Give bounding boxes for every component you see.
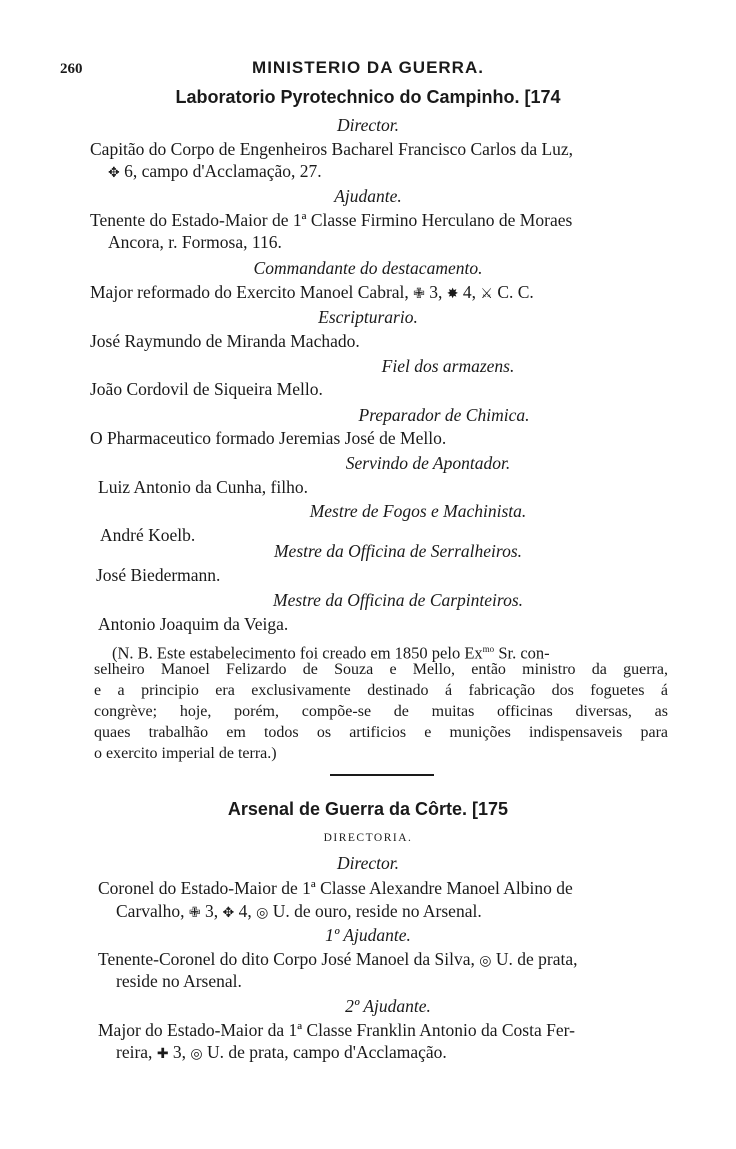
apontador-heading: Servindo de Apontador. (345, 453, 511, 473)
order-rose-icon: ✥ (108, 165, 120, 181)
apontador-name: Luiz Antonio da Cunha, filho. (98, 477, 308, 497)
carpinteiros-name: Antonio Joaquim da Veiga. (98, 614, 289, 634)
arsenal-director-line: Carvalho, ✙ 3, ✥ 4, ◎ U. de ouro, reside no Arsenal. (116, 901, 482, 921)
ajudante2-line: Major do Estado-Maior da 1ª Classe Franklin Antonio da Costa Fer- (98, 1020, 575, 1040)
section-divider (330, 774, 434, 776)
medal-icon: ◎ (479, 953, 492, 969)
ajudante1-line: Tenente-Coronel do dito Corpo José Manoel da Silva, ◎ U. de prata, (98, 949, 578, 969)
director-entry-line: ✥ 6, campo d'Acclamação, 27. (108, 161, 322, 181)
note-line: selheiro Manoel Felizardo de Souza e Mello, então ministro da guerra, (94, 661, 668, 678)
serralheiros-heading: Mestre da Officina de Serralheiros. (273, 541, 523, 561)
ajudante-heading: Ajudante. (334, 186, 402, 206)
preparador-name: O Pharmaceutico formado Jeremias José de Mello. (90, 428, 447, 448)
preparador-heading: Preparador de Chimica. (358, 405, 530, 425)
ajudante2-heading: 2º Ajudante. (345, 996, 431, 1016)
fiel-name: João Cordovil de Siqueira Mello. (90, 379, 323, 399)
section-number: [174 (524, 87, 561, 107)
commandante-entry: Major reformado do Exercito Manoel Cabral, ✙ 3, ✸ 4, ⚔ C. C. (90, 282, 534, 302)
ajudante-entry-line: Ancora, r. Formosa, 116. (108, 232, 282, 252)
medal-icon: ◎ (256, 905, 269, 921)
escripturario-heading: Escripturario. (318, 307, 418, 327)
serralheiros-name: José Biedermann. (96, 565, 221, 585)
note-line: (N. B. Este estabelecimento foi creado em 1850 pelo $Ex^{mo}$ Sr. con- (112, 643, 550, 663)
commandante-heading: Commandante do destacamento. (253, 258, 483, 278)
director-heading: Director. (336, 115, 400, 135)
order-rose-icon: ✥ (222, 905, 235, 921)
order-christ-icon: ✚ (156, 1046, 169, 1062)
director-entry-line: Capitão do Corpo de Engenheiros Bacharel Francisco Carlos da Luz, (90, 139, 574, 159)
order-cross-icon: ✙ (413, 286, 425, 302)
section-number: [175 (472, 799, 509, 819)
ajudante-entry-line: Tenente do Estado-Maior de 1ª Classe Firmino Herculano de Moraes (90, 210, 573, 230)
medal-icon: ◎ (190, 1046, 203, 1062)
running-title: MINISTERIO DA GUERRA. (252, 58, 484, 77)
fogos-name: André Koelb. (100, 525, 196, 545)
laboratorio-title: Laboratorio Pyrotechnico do Campinho. [174 (175, 87, 561, 107)
arsenal-director-line: Coronel do Estado-Maior de 1ª Classe Alexandre Manoel Albino de (98, 878, 573, 898)
note-line: o exercito imperial de terra.) (94, 745, 277, 762)
order-sword-icon: ⚔ (480, 286, 493, 302)
note-line: quaes trabalhão em todos os artificios e munições indispensaveis para (94, 724, 668, 741)
order-cross-icon: ✙ (188, 905, 201, 921)
directoria-heading: DIRECTORIA. (323, 832, 413, 844)
fogos-heading: Mestre de Fogos e Machinista. (309, 501, 527, 521)
fiel-heading: Fiel dos armazens. (381, 356, 515, 376)
carpinteiros-heading: Mestre da Officina de Carpinteiros. (273, 590, 523, 610)
page-number: 260 (60, 61, 83, 77)
ajudante1-line: reside no Arsenal. (116, 971, 242, 991)
note-line: congrève; hoje, porém, compõe-se de muitas officinas diversas, as (94, 703, 668, 720)
arsenal-director-heading: Director. (336, 853, 400, 873)
order-star-icon: ✸ (446, 286, 459, 302)
note-line: e a principio era exclusivamente destinado á fabricação dos foguetes á (94, 682, 668, 699)
arsenal-title: Arsenal de Guerra da Côrte. [175 (227, 799, 509, 819)
ajudante2-line: reira, ✚ 3, ◎ U. de prata, campo d'Acclamação. (116, 1042, 447, 1062)
ajudante1-heading: 1º Ajudante. (325, 925, 411, 945)
escripturario-name: José Raymundo de Miranda Machado. (90, 331, 360, 351)
